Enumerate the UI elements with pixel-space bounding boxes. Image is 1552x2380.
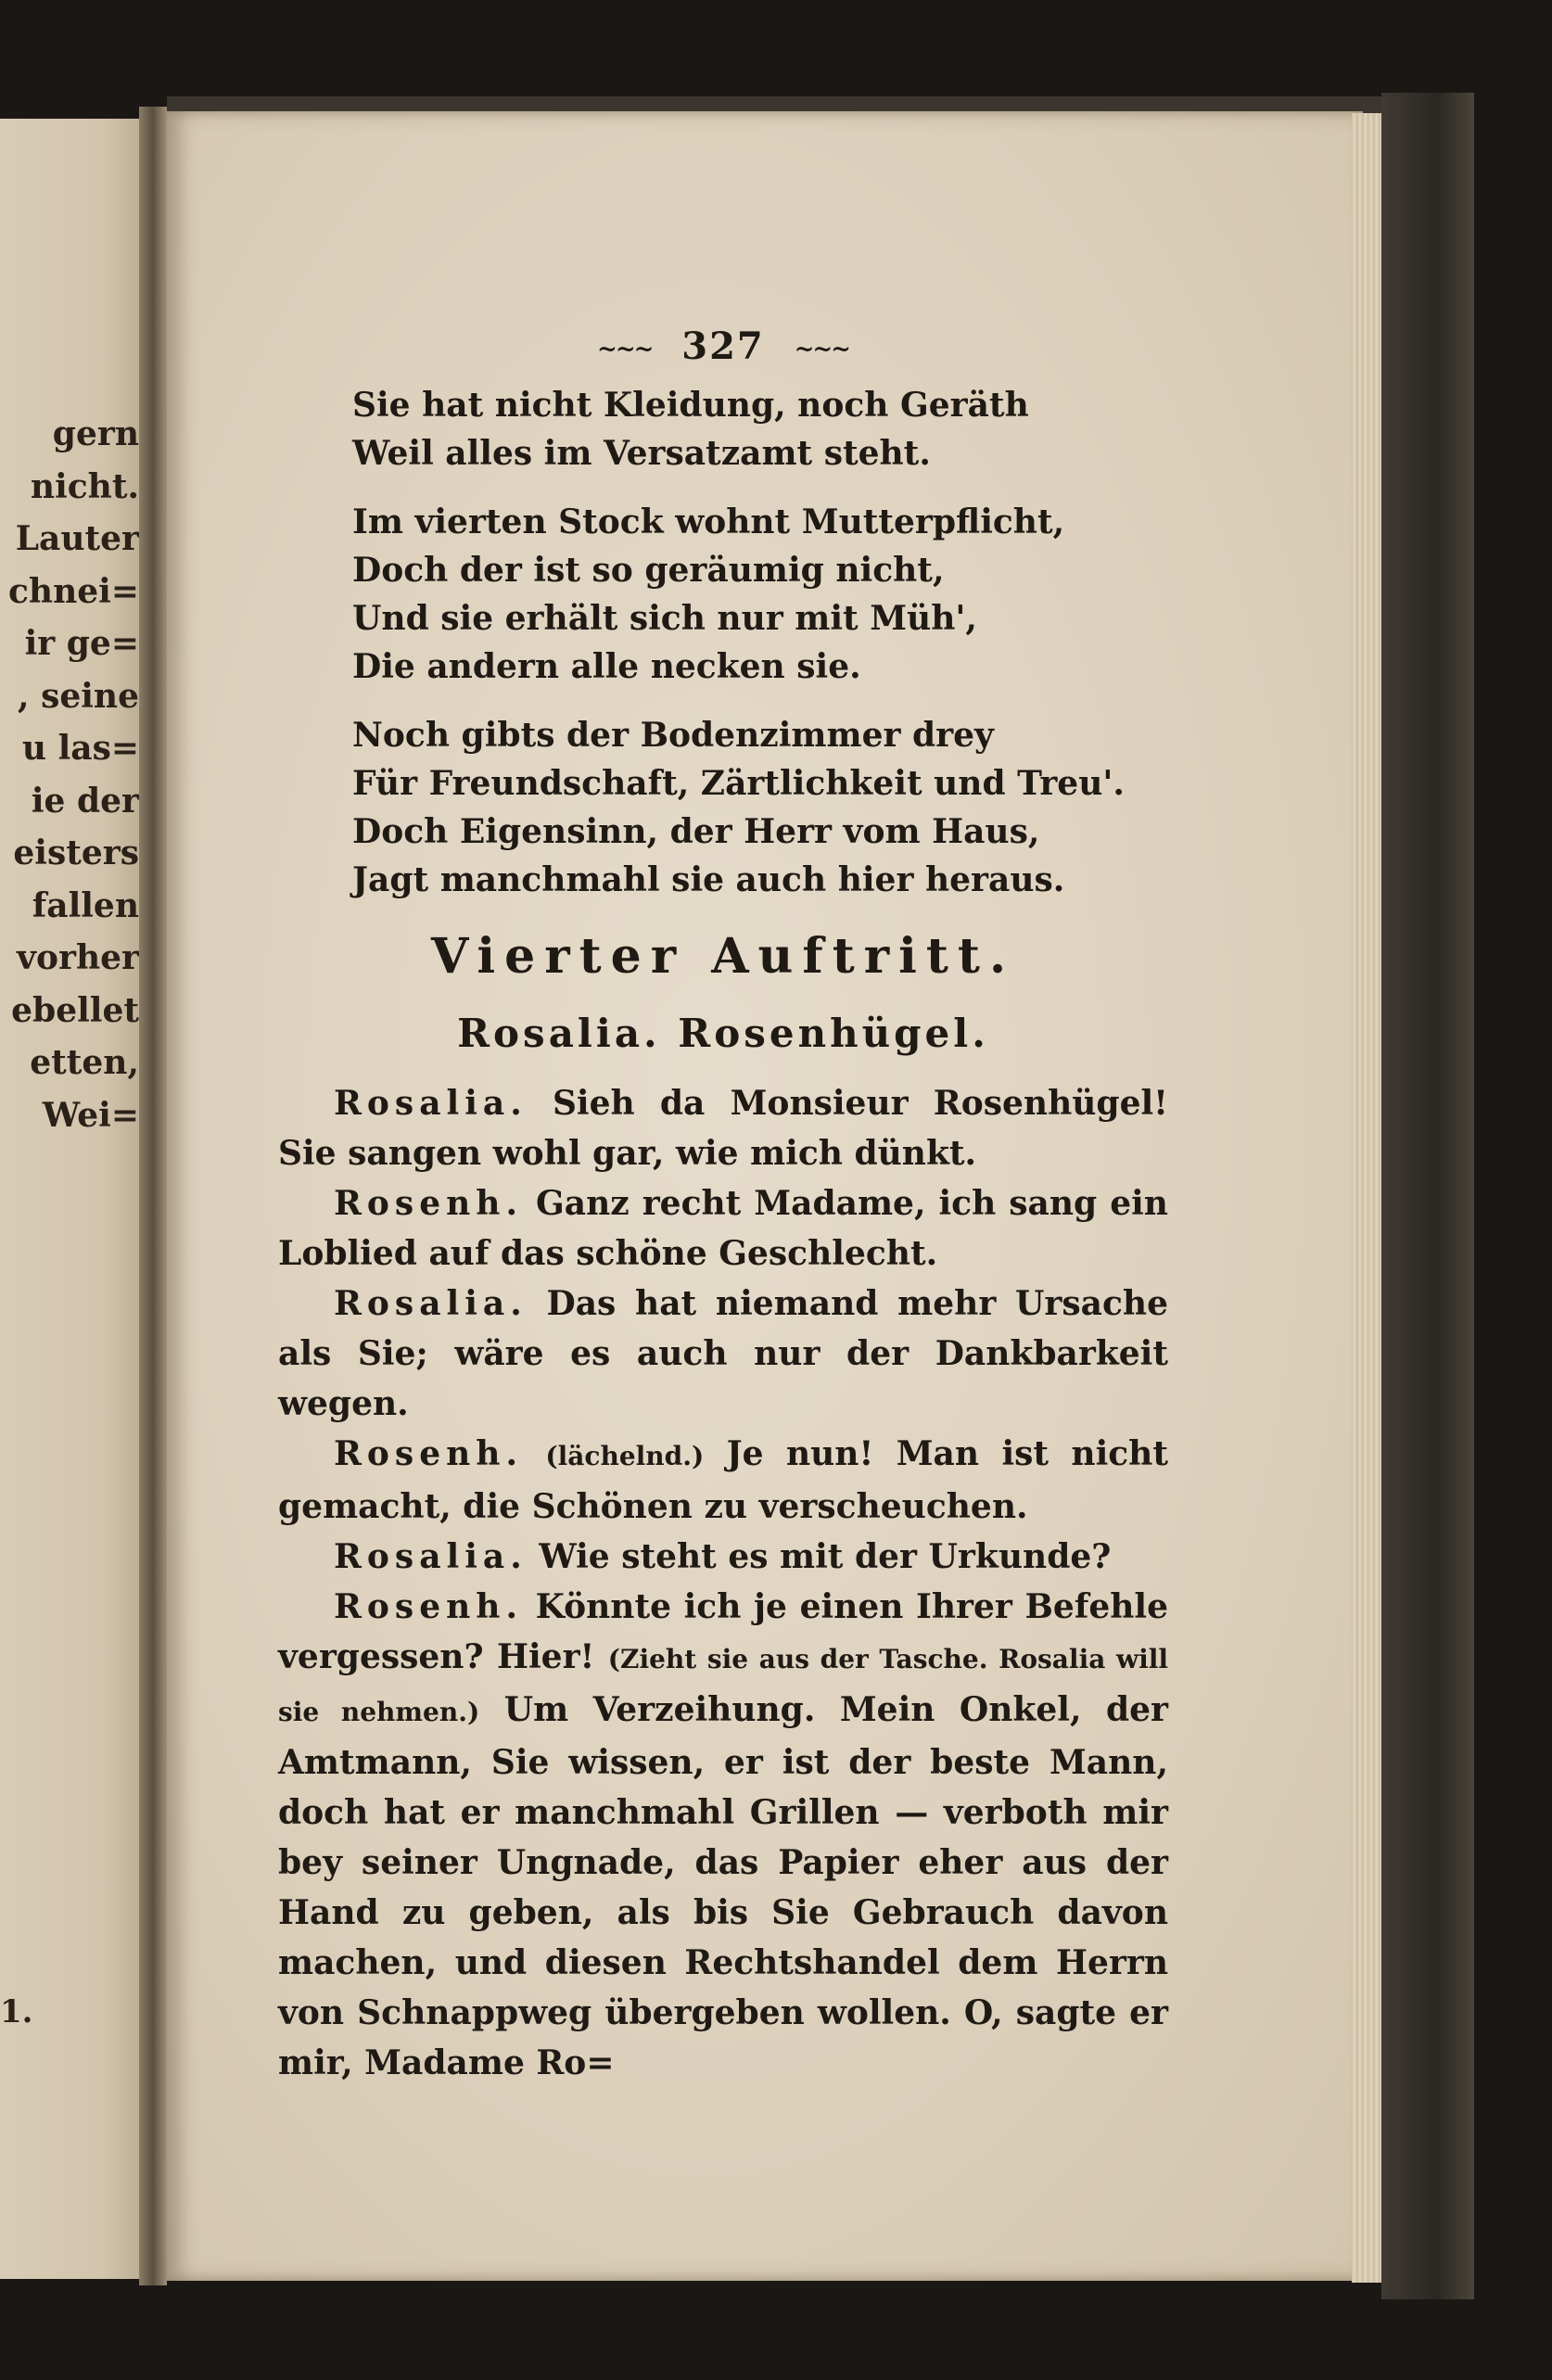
left-page-fragment: chnei=	[7, 571, 139, 611]
verse-line: Noch gibts der Bodenzimmer drey	[352, 716, 994, 755]
left-page-fragment: ebellet	[11, 990, 139, 1030]
left-page-fragment: eisters	[13, 834, 139, 872]
left-page-fragment: nicht.	[30, 466, 139, 506]
poem	[278, 381, 1168, 904]
stanza	[352, 711, 1168, 904]
page-number	[278, 325, 1168, 368]
stage-direction: (lächelnd.)	[545, 1441, 705, 1471]
speaker-name: Rosalia.	[334, 1537, 528, 1576]
scene-characters: Rosalia. Rosenhügel.	[457, 1011, 989, 1056]
left-page-text	[0, 408, 139, 1141]
page-content	[278, 325, 1168, 2088]
book-gutter	[139, 107, 167, 2285]
left-page-fragment: ie der	[31, 781, 139, 821]
ornament-left: ~~~	[597, 336, 653, 363]
verse-line: Jagt manchmahl sie auch hier heraus.	[352, 860, 1065, 899]
left-page-fragment: Wei=	[42, 1095, 139, 1135]
speech-text: Könnte ich je einen Ihrer Befehle vergessen? Hier!	[278, 1587, 1168, 1676]
speech-text: Um Verzeihung. Mein Onkel, der Amtmann, Sie wissen, er ist der beste Mann, doch hat er manchmahl Grillen — verboth mir bey seiner Ungnade, das Papier eher aus der Hand zu geben, als bis Sie Gebrauch davon machen, und diesen Rechtshandel dem Herrn von Schnappweg übergeben wollen. O, sagte er mir, Madame Ro=	[278, 1690, 1168, 2082]
speaker-name: Rosalia.	[334, 1284, 528, 1323]
speech-text: Je nun! Man ist nicht gemacht, die Schönen zu verscheuchen.	[278, 1434, 1168, 1526]
left-page-fragment: Lauter	[15, 519, 139, 558]
speaker-name: Rosenh.	[334, 1184, 523, 1223]
left-page-fragment: fallen	[32, 885, 139, 925]
speaker-name: Rosenh.	[334, 1587, 523, 1626]
dialogue-paragraph	[278, 1429, 1168, 1532]
dialogue	[278, 1078, 1168, 2088]
left-page-fragment: u las=	[21, 729, 139, 768]
left-page-fragment: ir ge=	[24, 624, 139, 663]
left-page-fragment: etten,	[30, 1043, 139, 1082]
stanza	[352, 498, 1168, 691]
verse-line: Doch der ist so geräumig nicht,	[352, 551, 945, 590]
verse-line: Im vierten Stock wohnt Mutterpflicht,	[352, 503, 1065, 541]
verse-line: Die andern alle necken sie.	[352, 647, 861, 686]
speech-text: Ganz recht Madame, ich sang ein Loblied auf das schöne Geschlecht.	[278, 1184, 1168, 1273]
verse-line: Sie hat nicht Kleidung, noch Geräth	[352, 386, 1029, 425]
speech-text: Das hat niemand mehr Ursache als Sie; wäre es auch nur der Dankbarkeit wegen.	[278, 1284, 1168, 1423]
left-page-fragment: vorher	[17, 938, 139, 977]
dialogue-paragraph	[278, 1532, 1168, 1582]
book-cover-edge	[1381, 93, 1474, 2299]
speaker-name: Rosalia.	[334, 1084, 528, 1123]
stage-direction: (Zieht sie aus der Tasche. Rosalia will sie nehmen.)	[278, 1644, 1168, 1727]
left-page-fragment: , seine	[18, 676, 139, 716]
speaker-name: Rosenh.	[334, 1434, 523, 1473]
left-page-mark: 1.	[0, 1993, 33, 2030]
dialogue-paragraph	[278, 1279, 1168, 1429]
left-page-fragment: gern	[52, 414, 139, 453]
verse-line: Für Freundschaft, Zärtlichkeit und Treu'.	[352, 764, 1125, 803]
dialogue-paragraph	[278, 1582, 1168, 2088]
verse-line: Und sie erhält sich nur mit Müh',	[352, 599, 977, 638]
dialogue-paragraph	[278, 1078, 1168, 1178]
speech-text: Wie steht es mit der Urkunde?	[539, 1537, 1112, 1576]
dialogue-paragraph	[278, 1178, 1168, 1279]
ornament-right: ~~~	[794, 336, 849, 363]
scene-heading: Vierter Auftritt.	[430, 928, 1016, 985]
verse-line: Doch Eigensinn, der Herr vom Haus,	[352, 812, 1040, 851]
stanza	[352, 381, 1168, 477]
verse-line: Weil alles im Versatzamt steht.	[352, 434, 931, 473]
speech-text: Sieh da Monsieur Rosenhügel! Sie sangen wohl gar, wie mich dünkt.	[278, 1084, 1168, 1173]
page-number-value: 327	[681, 325, 765, 368]
